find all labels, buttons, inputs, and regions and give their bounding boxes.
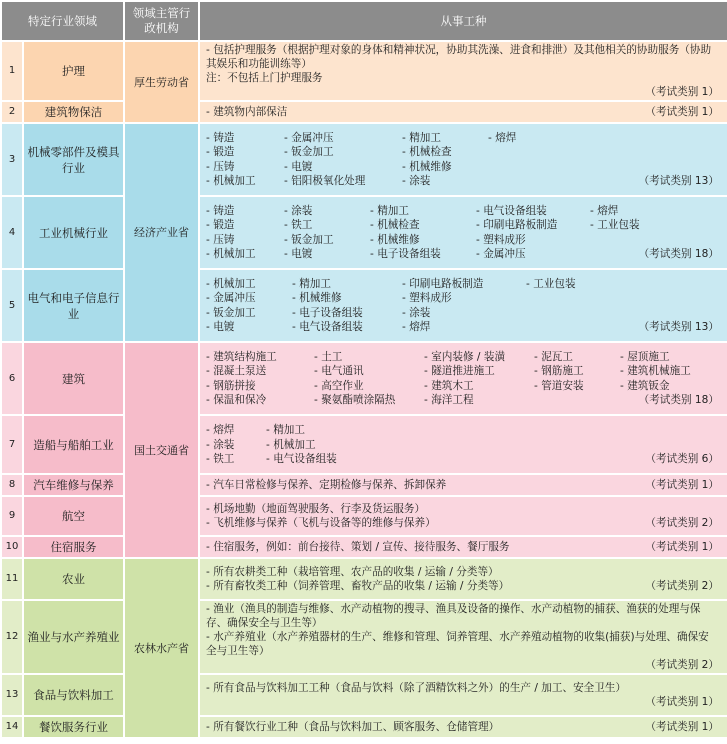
row-number: 10 xyxy=(1,536,23,558)
row-number: 6 xyxy=(1,342,23,415)
job-item: - 工业包装 xyxy=(590,219,640,232)
job-item: - 机械维修 xyxy=(292,292,342,305)
row-jobs xyxy=(199,674,727,716)
job-item: - 机械维修 xyxy=(402,160,452,173)
job-item: - 熔焊 xyxy=(590,204,619,217)
job-item: - 建筑木工 xyxy=(424,379,474,392)
job-item: - 建筑结构施工 xyxy=(206,350,277,363)
job-line: - 住宿服务，例如：前台接待、策划 / 宣传、接待服务、餐厅服务 xyxy=(206,541,510,553)
row-jobs xyxy=(199,496,727,536)
header-ministry: 领域主管行政机构 xyxy=(124,1,199,41)
job-item: - 塑料成形 xyxy=(476,233,526,246)
job-item: - 铸造 xyxy=(206,204,235,217)
row-jobs xyxy=(199,600,727,674)
job-line: - 所有农耕类工种（栽培管理、农产品的收集 / 运输 / 分类等） xyxy=(206,565,499,578)
job-item: - 机械加工 xyxy=(206,175,256,188)
row-jobs xyxy=(199,474,727,496)
row-number: 8 xyxy=(1,474,23,496)
row-field: 农业 xyxy=(23,558,124,600)
job-line: - 渔业（渔具的制造与维修、水产动植物的搜寻、渔具及设备的操作、水产动植物的捕获、渔获的处理与保存、确保安全与卫生等） xyxy=(206,603,701,629)
ministry-cell: 国土交通省 xyxy=(124,342,199,558)
job-note: 注：不包括上门护理服务 xyxy=(206,72,323,84)
job-item: - 钢筋拼接 xyxy=(206,379,256,392)
job-item: - 管道安装 xyxy=(534,379,584,392)
row-jobs xyxy=(199,536,727,558)
row-number: 5 xyxy=(1,269,23,342)
job-item: - 压铸 xyxy=(206,160,235,173)
job-item: - 电气设备组装 xyxy=(266,453,337,466)
exam-category: （考试类别 1） xyxy=(645,696,719,708)
table-row xyxy=(1,496,727,536)
row-number: 4 xyxy=(1,196,23,269)
row-jobs xyxy=(199,342,727,415)
job-line: - 所有畜牧类工种（饲养管理、畜牧产品的收集 / 运输 / 分类等） xyxy=(206,580,510,593)
row-jobs xyxy=(199,196,727,269)
job-item: - 锻造 xyxy=(206,219,235,232)
job-item: - 工业包装 xyxy=(526,277,576,290)
job-item: - 建筑钣金 xyxy=(620,379,670,392)
row-jobs xyxy=(199,558,727,600)
ministry-cell: 经济产业省 xyxy=(124,123,199,342)
row-jobs xyxy=(199,41,727,101)
row-number: 12 xyxy=(1,600,23,674)
row-jobs xyxy=(199,123,727,196)
job-item: - 机械加工 xyxy=(206,277,256,290)
row-field: 航空 xyxy=(23,496,124,536)
exam-category: （考试类别 1） xyxy=(645,541,719,553)
row-field: 工业机械行业 xyxy=(23,196,124,269)
job-item: - 精加工 xyxy=(370,204,409,217)
job-item: - 精加工 xyxy=(266,423,305,436)
job-line: - 包括护理服务（根据护理对象的身体和精神状况，协助其洗澡、进食和排泄）及其他相关的协助服务（协助其娱乐和功能训练等） xyxy=(206,44,712,70)
exam-category: （考试类别 13） xyxy=(638,321,719,334)
job-item: - 电镀 xyxy=(284,248,313,261)
row-number: 11 xyxy=(1,558,23,600)
job-item: - 精加工 xyxy=(292,277,331,290)
table-row xyxy=(1,536,727,558)
table-row xyxy=(1,123,727,196)
table-row xyxy=(1,196,727,269)
job-item: - 机械检查 xyxy=(370,219,420,232)
exam-category: （考试类别 18） xyxy=(638,248,719,261)
job-line: - 汽车日常检修与保养、定期检修与保养、拆卸保养 xyxy=(206,479,447,491)
job-item: - 电镀 xyxy=(284,160,313,173)
row-field: 汽车维修与保养 xyxy=(23,474,124,496)
job-item: - 电气通讯 xyxy=(314,365,364,378)
job-line: - 机场地勤（地面驾驶服务、行李及货运服务） xyxy=(206,502,426,515)
ministry-cell: 厚生劳动省 xyxy=(124,41,199,123)
job-item: - 印刷电路板制造 xyxy=(476,219,558,232)
row-field: 食品与饮料加工 xyxy=(23,674,124,716)
job-line: - 所有餐饮行业工种（食品与饮料加工、顾客服务、仓储管理） xyxy=(206,721,500,733)
job-item: - 涂装 xyxy=(402,175,431,188)
job-item: - 土工 xyxy=(314,350,343,363)
ministry-cell: 农林水产省 xyxy=(124,558,199,738)
exam-category: （考试类别 2） xyxy=(645,580,719,593)
job-item: - 电气设备组装 xyxy=(476,204,547,217)
job-item: - 塑料成形 xyxy=(402,292,452,305)
exam-category: （考试类别 18） xyxy=(638,394,719,407)
job-item: - 机械维修 xyxy=(370,233,420,246)
job-item: - 屋顶施工 xyxy=(620,350,670,363)
job-item: - 铁工 xyxy=(206,453,235,466)
job-item: - 钢筋施工 xyxy=(534,365,584,378)
row-number: 1 xyxy=(1,41,23,101)
job-item: - 海洋工程 xyxy=(424,394,474,407)
job-item: - 金属冲压 xyxy=(284,131,334,144)
exam-category: （考试类别 1） xyxy=(645,86,719,98)
job-item: - 铁工 xyxy=(284,219,313,232)
table-row xyxy=(1,558,727,600)
job-item: - 电气设备组装 xyxy=(292,321,363,334)
job-item: - 印刷电路板制造 xyxy=(402,277,484,290)
row-number: 2 xyxy=(1,101,23,123)
job-item: - 涂装 xyxy=(284,204,313,217)
job-item: - 聚氨酯喷涂隔热 xyxy=(314,394,396,407)
row-number: 13 xyxy=(1,674,23,716)
job-item: - 混凝土泵送 xyxy=(206,365,267,378)
row-jobs xyxy=(199,716,727,738)
job-item: - 涂装 xyxy=(402,306,431,319)
job-line: - 所有食品与饮料加工工种（食品与饮料（除了酒精饮料之外）的生产 / 加工、安全卫生） xyxy=(206,682,627,694)
job-item: - 泥瓦工 xyxy=(534,350,573,363)
job-item: - 机械加工 xyxy=(266,438,316,451)
job-item: - 保温和保冷 xyxy=(206,394,267,407)
job-line: - 水产养殖业（水产养殖器材的生产、维修和管理、饲养管理、水产养殖动植物的收集(捕获)与处理、确保安全与卫生等） xyxy=(206,631,709,657)
job-item: - 熔焊 xyxy=(206,423,235,436)
row-field: 护理 xyxy=(23,41,124,101)
row-field: 建筑物保洁 xyxy=(23,101,124,123)
job-item: - 高空作业 xyxy=(314,379,364,392)
job-item: - 锻造 xyxy=(206,146,235,159)
row-number: 3 xyxy=(1,123,23,196)
job-line: - 飞机维修与保养（飞机与设备等的维修与保养） xyxy=(206,517,436,530)
table-row xyxy=(1,474,727,496)
job-item: - 室内装修 / 装潢 xyxy=(424,350,506,363)
row-field: 造船与船舶工业 xyxy=(23,415,124,474)
job-item: - 钣金加工 xyxy=(284,233,334,246)
row-jobs xyxy=(199,101,727,123)
job-line: - 建筑物内部保洁 xyxy=(206,106,288,118)
row-jobs xyxy=(199,269,727,342)
job-item: - 电子设备组装 xyxy=(292,306,363,319)
exam-category: （考试类别 1） xyxy=(645,106,719,118)
exam-category: （考试类别 1） xyxy=(645,721,719,733)
job-item: - 钣金加工 xyxy=(206,306,256,319)
job-item: - 电子设备组装 xyxy=(370,248,441,261)
job-item: - 金属冲压 xyxy=(206,292,256,305)
table-row xyxy=(1,41,727,101)
exam-category: （考试类别 13） xyxy=(638,175,719,188)
job-item: - 铸造 xyxy=(206,131,235,144)
job-item: - 隧道推进施工 xyxy=(424,365,495,378)
row-field: 机械零部件及模具行业 xyxy=(23,123,124,196)
row-field: 建筑 xyxy=(23,342,124,415)
job-item: - 机械加工 xyxy=(206,248,256,261)
table-row xyxy=(1,600,727,674)
exam-category: （考试类别 2） xyxy=(645,517,719,530)
table-row xyxy=(1,269,727,342)
row-number: 14 xyxy=(1,716,23,738)
job-item: - 铝阳极氧化处理 xyxy=(284,175,366,188)
exam-category: （考试类别 1） xyxy=(645,479,719,491)
job-item: - 建筑机械施工 xyxy=(620,365,691,378)
job-item: - 精加工 xyxy=(402,131,441,144)
table-row xyxy=(1,674,727,716)
header-field: 特定行业领域 xyxy=(1,1,124,41)
row-number: 7 xyxy=(1,415,23,474)
job-item: - 金属冲压 xyxy=(476,248,526,261)
job-item: - 电镀 xyxy=(206,321,235,334)
table-row xyxy=(1,101,727,123)
row-field: 渔业与水产养殖业 xyxy=(23,600,124,674)
job-item: - 压铸 xyxy=(206,233,235,246)
row-number: 9 xyxy=(1,496,23,536)
job-item: - 钣金加工 xyxy=(284,146,334,159)
row-field: 电气和电子信息行业 xyxy=(23,269,124,342)
table-row xyxy=(1,342,727,415)
job-item: - 机械检查 xyxy=(402,146,452,159)
table-row xyxy=(1,716,727,738)
job-item: - 涂装 xyxy=(206,438,235,451)
exam-category: （考试类别 2） xyxy=(645,659,719,671)
row-field: 住宿服务 xyxy=(23,536,124,558)
header-jobs: 从事工种 xyxy=(199,1,727,41)
job-item: - 熔焊 xyxy=(488,131,517,144)
row-jobs xyxy=(199,415,727,474)
row-field: 餐饮服务行业 xyxy=(23,716,124,738)
table-row xyxy=(1,415,727,474)
exam-category: （考试类别 6） xyxy=(645,453,719,466)
job-item: - 熔焊 xyxy=(402,321,431,334)
